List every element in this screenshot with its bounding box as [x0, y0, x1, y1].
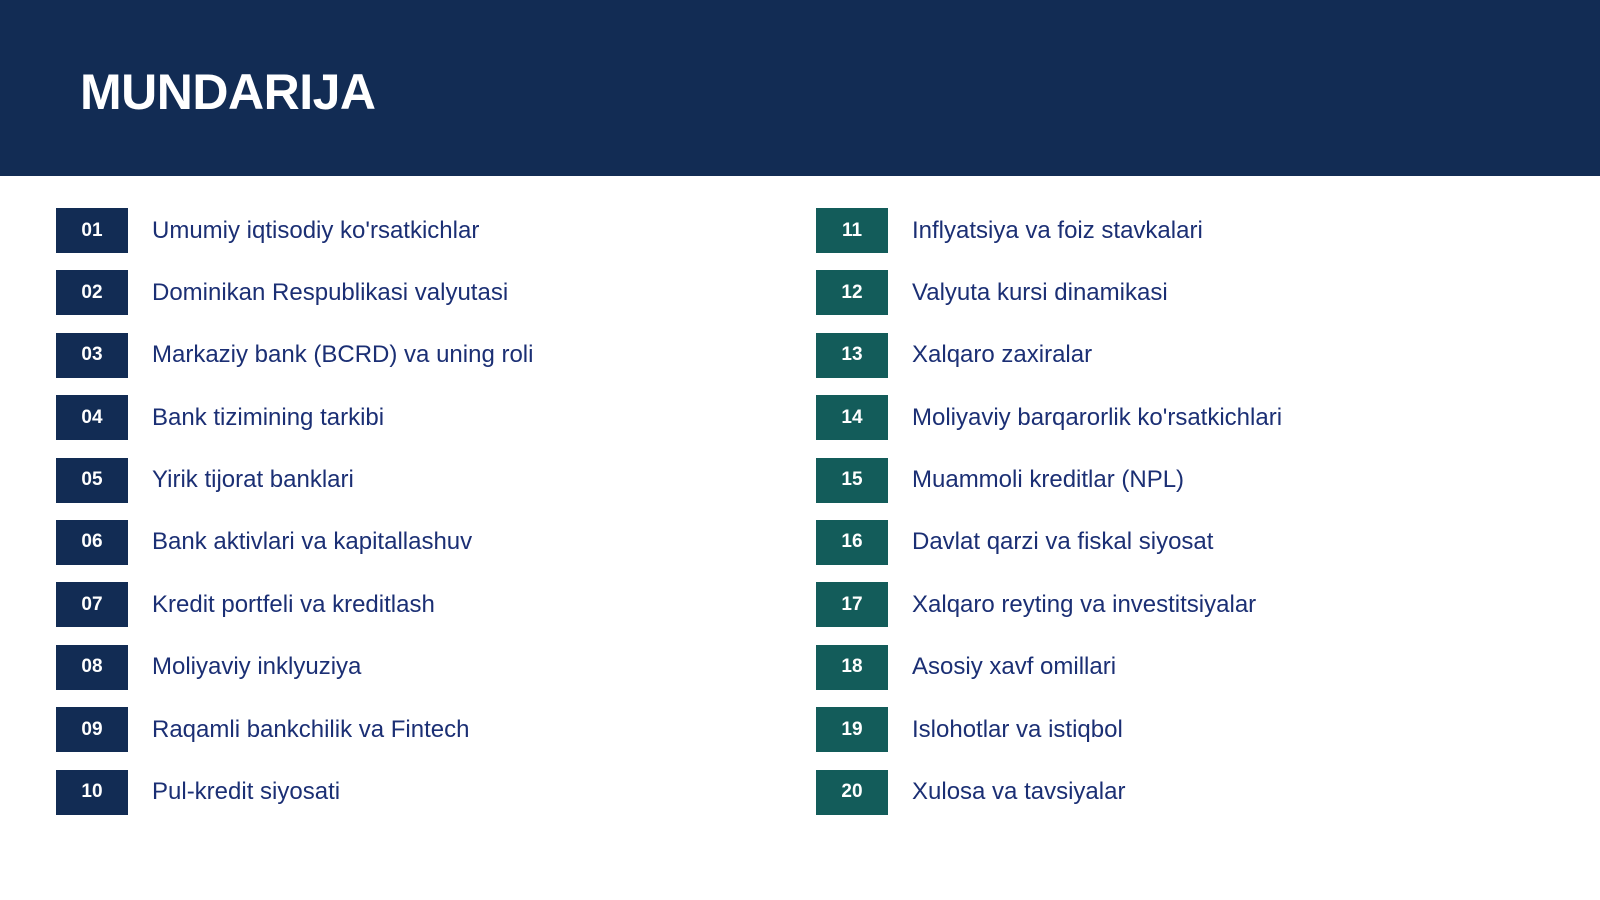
toc-number-badge: 11 [816, 208, 888, 253]
toc-item-label: Xalqaro zaxiralar [912, 341, 1093, 369]
toc-number-badge: 14 [816, 395, 888, 440]
toc-item[interactable] [816, 582, 1556, 627]
toc-item-label: Bank aktivlari va kapitallashuv [152, 528, 473, 556]
toc-number-badge: 06 [56, 520, 128, 565]
toc-item[interactable] [56, 333, 796, 378]
toc-item-label: Raqamli bankchilik va Fintech [152, 715, 470, 743]
toc-item[interactable] [56, 270, 796, 315]
toc-number-badge: 13 [816, 333, 888, 378]
toc-number-badge: 18 [816, 645, 888, 690]
toc-item[interactable] [816, 208, 1556, 253]
toc-number-badge: 09 [56, 707, 128, 752]
toc-item-label: Xulosa va tavsiyalar [912, 778, 1126, 806]
toc-number-badge: 10 [56, 770, 128, 815]
toc-item-label: Moliyaviy barqarorlik ko'rsatkichlari [912, 403, 1283, 431]
toc-item[interactable] [56, 395, 796, 440]
toc-item[interactable] [816, 458, 1556, 503]
toc-item-label: Valyuta kursi dinamikasi [912, 278, 1168, 306]
page-title: MUNDARIJA [80, 64, 376, 120]
toc-item[interactable] [816, 645, 1556, 690]
toc-item[interactable] [56, 582, 796, 627]
toc-item[interactable] [56, 707, 796, 752]
toc-item[interactable] [56, 645, 796, 690]
toc-item-label: Pul-kredit siyosati [152, 778, 341, 806]
toc-item[interactable] [56, 520, 796, 565]
header-banner [0, 0, 1600, 176]
toc-number-badge: 04 [56, 395, 128, 440]
toc-item[interactable] [816, 270, 1556, 315]
toc-item[interactable] [56, 208, 796, 253]
toc-item[interactable] [816, 520, 1556, 565]
toc-number-badge: 03 [56, 333, 128, 378]
toc-number-badge: 19 [816, 707, 888, 752]
toc-number-badge: 02 [56, 270, 128, 315]
toc-item[interactable] [816, 395, 1556, 440]
toc-number-badge: 01 [56, 208, 128, 253]
toc-item[interactable] [56, 770, 796, 815]
toc-item[interactable] [56, 458, 796, 503]
toc-item-label: Bank tizimining tarkibi [152, 403, 385, 431]
toc-item[interactable] [816, 333, 1556, 378]
toc-item-label: Davlat qarzi va fiskal siyosat [912, 528, 1214, 556]
toc-number-badge: 12 [816, 270, 888, 315]
toc-item-label: Xalqaro reyting va investitsiyalar [912, 590, 1257, 618]
toc-item-label: Umumiy iqtisodiy ko'rsatkichlar [152, 216, 480, 244]
toc-number-badge: 07 [56, 582, 128, 627]
toc-number-badge: 05 [56, 458, 128, 503]
toc-number-badge: 08 [56, 645, 128, 690]
toc-item-label: Kredit portfeli va kreditlash [152, 590, 435, 618]
toc-item-label: Asosiy xavf omillari [912, 653, 1117, 681]
toc-item-label: Moliyaviy inklyuziya [152, 653, 362, 681]
toc-item[interactable] [816, 770, 1556, 815]
toc-number-badge: 16 [816, 520, 888, 565]
toc-item-label: Inflyatsiya va foiz stavkalari [912, 216, 1203, 244]
toc-item-label: Yirik tijorat banklari [152, 466, 354, 494]
toc-column-right [816, 208, 1556, 832]
toc-column-left [56, 208, 796, 832]
toc-number-badge: 20 [816, 770, 888, 815]
toc-number-badge: 17 [816, 582, 888, 627]
toc-item-label: Markaziy bank (BCRD) va uning roli [152, 341, 534, 369]
toc-item-label: Islohotlar va istiqbol [912, 715, 1123, 743]
toc-item[interactable] [816, 707, 1556, 752]
toc-number-badge: 15 [816, 458, 888, 503]
toc-item-label: Dominikan Respublikasi valyutasi [152, 278, 509, 306]
toc-item-label: Muammoli kreditlar (NPL) [912, 466, 1185, 494]
